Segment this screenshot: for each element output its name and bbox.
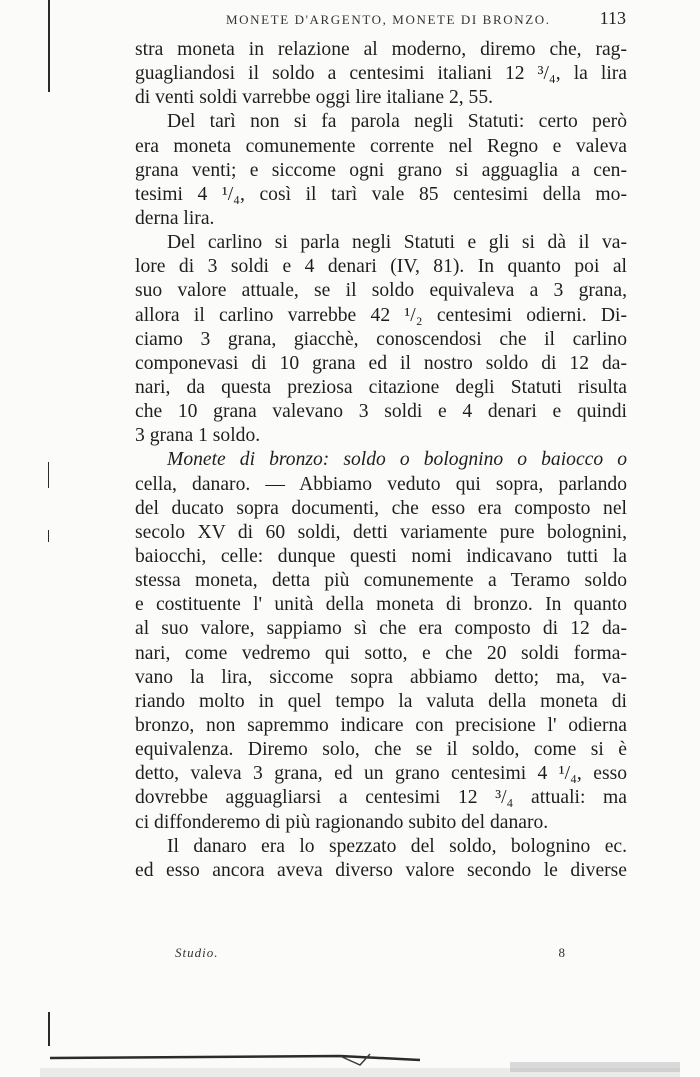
- text-line: al suo valore, sappiamo sì che era composto di 12 da-: [135, 618, 627, 640]
- page-footer: [175, 945, 575, 969]
- body-text: [135, 38, 627, 883]
- text-line: riando molto in quel tempo la valuta della moneta di: [135, 690, 627, 712]
- paragraph: [135, 231, 627, 448]
- text-line: tesimi 4 ¹/₄, così il tarì vale 85 centesimi della mo-: [135, 183, 627, 205]
- text-line: ciamo 3 grana, giacchè, conoscendosi che il carlino: [135, 328, 627, 350]
- binding-edge: [48, 462, 49, 488]
- text-line: bronzo, non sapremmo indicare con precisione l' odierna: [135, 714, 627, 736]
- text-line: che 10 grana valevano 3 soldi e 4 denari e quindi: [135, 401, 627, 423]
- text-line: vano la lira, siccome sopra abbiamo detto; ma, va-: [135, 666, 627, 688]
- text-line: Del tarì non si fa parola negli Statuti: certo però: [167, 111, 627, 133]
- page-number: 113: [599, 8, 626, 28]
- paragraph: [135, 110, 627, 231]
- running-head: [130, 8, 626, 32]
- text-line: nari, da questa preziosa citazione degli Statuti risulta: [135, 376, 627, 398]
- paragraph: [135, 835, 627, 883]
- text-line: ed esso ancora aveva diverso valore secondo le diverse: [135, 859, 627, 881]
- text-line: dovrebbe agguagliarsi a centesimi 12 ³/₄ attuali: ma: [135, 787, 627, 809]
- text-line: nari, come vedremo qui sotto, e che 20 soldi forma-: [135, 642, 627, 664]
- running-title: MONETE D'ARGENTO, MONETE DI BRONZO.: [226, 12, 551, 27]
- paragraph: [135, 448, 627, 834]
- text-line: guagliandosi il soldo a centesimi italiani 12 ³/₄, la lira: [135, 63, 627, 85]
- scan-edge-smudge: [40, 1040, 680, 1077]
- text-line: detto, valeva 3 grana, ed un grano centesimi 4 ¹/₄, esso: [135, 763, 627, 785]
- text-line: stessa moneta, detta più comunemente a Teramo soldo: [135, 570, 627, 592]
- text-line: Il danaro era lo spezzato del soldo, bolognino ec.: [167, 835, 627, 857]
- text-line: ci diffonderemo di più ragionando subito del danaro.: [135, 811, 549, 833]
- paragraph: [135, 38, 627, 110]
- text-line: e costituente l' unità della moneta di bronzo. In quanto: [135, 594, 627, 616]
- text-line: Monete di bronzo: soldo o bolognino o baiocco o: [167, 449, 627, 471]
- text-line: baiocchi, celle: dunque questi nomi indicavano tutti la: [135, 545, 627, 567]
- text-line: equivalenza. Diremo solo, che se il soldo, come si è: [135, 739, 627, 761]
- text-line: derna lira.: [135, 207, 215, 229]
- text-line: 3 grana 1 soldo.: [135, 425, 261, 447]
- text-line: allora il carlino varrebbe 42 ¹/₂ centesimi odierni. Di-: [135, 304, 627, 326]
- text-line: Del carlino si parla negli Statuti e gli si dà il va-: [167, 232, 627, 254]
- text-line: lore di 3 soldi e 4 denari (IV, 81). In quanto poi al: [135, 256, 627, 278]
- text-line: del ducato sopra documenti, che esso era composto nel: [135, 497, 627, 519]
- binding-edge: [48, 0, 50, 92]
- text-line: componevasi di 10 grana ed il nostro soldo di 12 da-: [135, 352, 627, 374]
- text-line: suo valore attuale, se il soldo equivaleva a 3 grana,: [135, 280, 627, 302]
- text-line: era moneta comunemente corrente nel Regno e valeva: [135, 135, 627, 157]
- text-line: di venti soldi varrebbe oggi lire italiane 2, 55.: [135, 87, 494, 109]
- text-line: cella, danaro. — Abbiamo veduto qui sopra, parlando: [135, 473, 627, 495]
- text-line: secolo XV di 60 soldi, detti variamente pure bolognini,: [135, 521, 627, 543]
- signature-number: 8: [558, 945, 565, 960]
- text-line: stra moneta in relazione al moderno, diremo che, rag-: [135, 39, 627, 60]
- signature-mark: Studio.: [175, 945, 219, 960]
- binding-edge: [48, 530, 49, 542]
- text-line: grana venti; e siccome ogni grano si agguaglia a cen-: [135, 159, 627, 181]
